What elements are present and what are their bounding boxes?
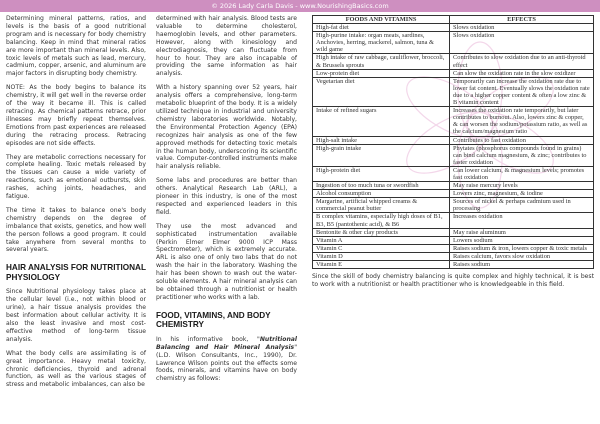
table-row	[313, 107, 594, 136]
table-row	[313, 32, 594, 54]
table-row	[313, 213, 594, 228]
effect-cell: Slows oxidation	[450, 24, 594, 32]
copyright-banner: © 2026 Lady Carla Davis - www.NourishingBasics.com	[0, 0, 600, 12]
paragraph: The time it takes to balance one's body chemistry depends on the degree of imbalance that exists, genetics, and how well the person follows a good program. It could take anywhere from several months to several years.	[6, 206, 146, 254]
food-cell: Vitamin A	[313, 236, 450, 244]
food-cell: Alcohol consumption	[313, 190, 450, 198]
effect-cell: May raise mercury levels	[450, 182, 594, 190]
effect-cell: Raises calcium, favors slow oxidation	[450, 252, 594, 260]
food-cell: Low-protein diet	[313, 69, 450, 77]
effect-cell: Can slow the oxidation rate in the slow oxidizer	[450, 69, 594, 77]
table-row	[313, 252, 594, 260]
food-cell: Vegetarian diet	[313, 77, 450, 106]
table-row	[313, 182, 594, 190]
paragraph: Since Nutritional physiology takes place at the cellular level (i.e., not within blood or urine), a hair tissue analysis provides the best information about cellular activity. It is also the least invasive and most cost-effective method of long-term tissue analysis.	[6, 288, 146, 343]
effect-cell: Increases oxidation	[450, 213, 594, 228]
table-row	[313, 54, 594, 69]
column-3	[312, 15, 594, 289]
effect-cell: Lowers zinc, magnesium, & iodine	[450, 190, 594, 198]
paragraph: They use the most advanced and sophisticated instrumentation available (Perkin Elmer Elmer 9000 ICP Mass Spectrometer), which is extremely accurate. ARL is also one of only two labs that do not wash the hair in the laboratory. Washing the hair has been shown to wash out the water-soluble elements. A hair mineral analysis can be obtained through a nutritionist or health practitioner who works with a lab.	[156, 222, 297, 301]
effect-cell: Increases the oxidation rate temporarily, but later contributes to burnout. Also, lowers zinc & copper, & can worsen the sodium/potassium ratio, as well as the calcium/magnesium ratio	[450, 107, 594, 136]
effect-cell: Temporarily can increase the oxidation rate due to lower fat content. Eventually slows the oxidation rate due to a higher copper content & often a low zinc & B vitamin content	[450, 77, 594, 106]
food-cell: High-salt intake	[313, 136, 450, 144]
column-header: FOODS AND VITAMINS	[313, 16, 450, 24]
table-row	[313, 236, 594, 244]
food-cell: B complex vitamins, especially high doses of B1, B3, B5 (pantothenic acid), & B6	[313, 213, 450, 228]
section-heading: HAIR ANALYSIS FOR NUTRITIONAL PHYSIOLOGY	[6, 263, 146, 282]
food-cell: Intake of refined sugars	[313, 107, 450, 136]
section-heading: FOOD, VITAMINS, AND BODY CHEMISTRY	[156, 310, 271, 330]
effect-cell: Contributes to slow oxidation due to an anti-thyroid effect	[450, 54, 594, 69]
closing-note: Since the skill of body chemistry balancing is quite complex and highly technical, it is best to work with a nutritionist or health practitioner who is knowledgeable in this field.	[312, 273, 594, 288]
paragraph: With a history spanning over 52 years, hair analysis offers a comprehensive, long-term metabolic blueprint of the body. It is a widely utilized technique in industrial and university chemistry laboratories worldwide. Notably, the Environmental Protection Agency (EPA) recognizes hair analysis as one of the few approved methods for detecting toxic metals in the human body, underscoring its scientific value. Computer-controlled instruments make hair analysis reliable.	[156, 84, 297, 171]
table-row	[313, 198, 594, 213]
book-intro-text: In his informative book, "	[156, 335, 260, 343]
paragraph: Some labs and procedures are better than others. Analytical Research Lab (ARL), a pioneer in this industry, is one of the most respected and experienced leaders in this field.	[156, 177, 297, 216]
effect-cell: Contributes to fast oxidation	[450, 136, 594, 144]
table-row	[313, 77, 594, 106]
food-cell: Ingestion of too much tuna or swordfish	[313, 182, 450, 190]
effect-cell: Phytates (phosphorus compounds found in grains) can bind calcium magnesium, & zinc; contributes to faster oxidation	[450, 144, 594, 166]
food-cell: High-grain intake	[313, 144, 450, 166]
table-row	[313, 228, 594, 236]
table-row	[313, 261, 594, 269]
effect-cell: May raise aluminum	[450, 228, 594, 236]
food-cell: Vitamin C	[313, 244, 450, 252]
table-row	[313, 244, 594, 252]
column-1	[6, 15, 146, 395]
table-row	[313, 24, 594, 32]
food-cell: Bentonite & other clay products	[313, 228, 450, 236]
food-cell: Vitamin D	[313, 252, 450, 260]
effect-cell: Can lower calcium, & magnesium levels; promotes fast oxidation	[450, 166, 594, 181]
food-cell: Margarine, artificial whipped creams & commercial peanut butter	[313, 198, 450, 213]
paragraph: Determining mineral patterns, ratios, and levels is the basis of a good nutritional program and is necessary for body chemistry balancing. Keep in mind that mineral ratios are more important than mineral levels. Also, toxic levels of metals such as lead, mercury, cadmium, copper, arsenic, and aluminum are major factors in disrupting body chemistry.	[6, 15, 146, 78]
column-2	[156, 15, 297, 389]
table-row	[313, 69, 594, 77]
book-intro-text: " (L.D. Wilson Consultants, Inc., 1990), Dr. Lawrence Wilson points out the effects some foods, minerals, and vitamins have on body chemistry as follows:	[156, 343, 297, 383]
effect-cell: Raises sodium	[450, 261, 594, 269]
table-row	[313, 144, 594, 166]
foods-vitamins-table	[312, 15, 594, 269]
book-title: Nutritional Balancing and Hair Mineral Analysis	[156, 335, 297, 351]
paragraph: They are metabolic corrections necessary for complete healing. Toxic metals released by the tissues can cause a wide variety of reactions, such as emotional outbursts, skin rashes, aching joints, headaches, and fatigue.	[6, 153, 146, 201]
effect-cell: Lowers sodium	[450, 236, 594, 244]
effect-cell: Sources of nickel & perhaps cadmium used in processing	[450, 198, 594, 213]
table-row	[313, 136, 594, 144]
food-cell: Vitamin E	[313, 261, 450, 269]
food-cell: High intake of raw cabbage, cauliflower, broccoli, & Brussels sprouts	[313, 54, 450, 69]
food-cell: High-fat diet	[313, 24, 450, 32]
effect-cell: Raises sodium & iron, lowers copper & toxic metals	[450, 244, 594, 252]
food-cell: High-protein diet	[313, 166, 450, 181]
table-header-row	[313, 16, 594, 24]
table-row	[313, 166, 594, 181]
column-header: EFFECTS	[450, 16, 594, 24]
effect-cell: Slows oxidation	[450, 32, 594, 54]
paragraph: What the body cells are assimilating is of great importance. Heavy metal toxicity, chronic deficiencies, thyroid and adrenal function, as well as the various stages of stress and metabolic imbalances, can also be	[6, 349, 146, 389]
food-cell: High-purine intake: organ meats, sardines, Anchovies, herring, mackerel, salmon, tuna & wild game	[313, 32, 450, 54]
paragraph: NOTE: As the body begins to balance its chemistry, it will get well in the reverse order of the way it became ill. This is called retracing. As chemical patterns retrace, prior illnesses may briefly repeat themselves. Emotions from past experiences are released during the retracing process. Retracing episodes are not side effects.	[6, 84, 146, 147]
paragraph	[156, 336, 297, 383]
paragraph: determined with hair analysis. Blood tests are valuable to determine cholesterol, haemoglobin levels, and other parameters. However, along with kinesiology and electrodiagnosis, they can fluctuate from hour to hour. They are also incapable of providing the same information as hair analysis.	[156, 15, 297, 78]
table-row	[313, 190, 594, 198]
